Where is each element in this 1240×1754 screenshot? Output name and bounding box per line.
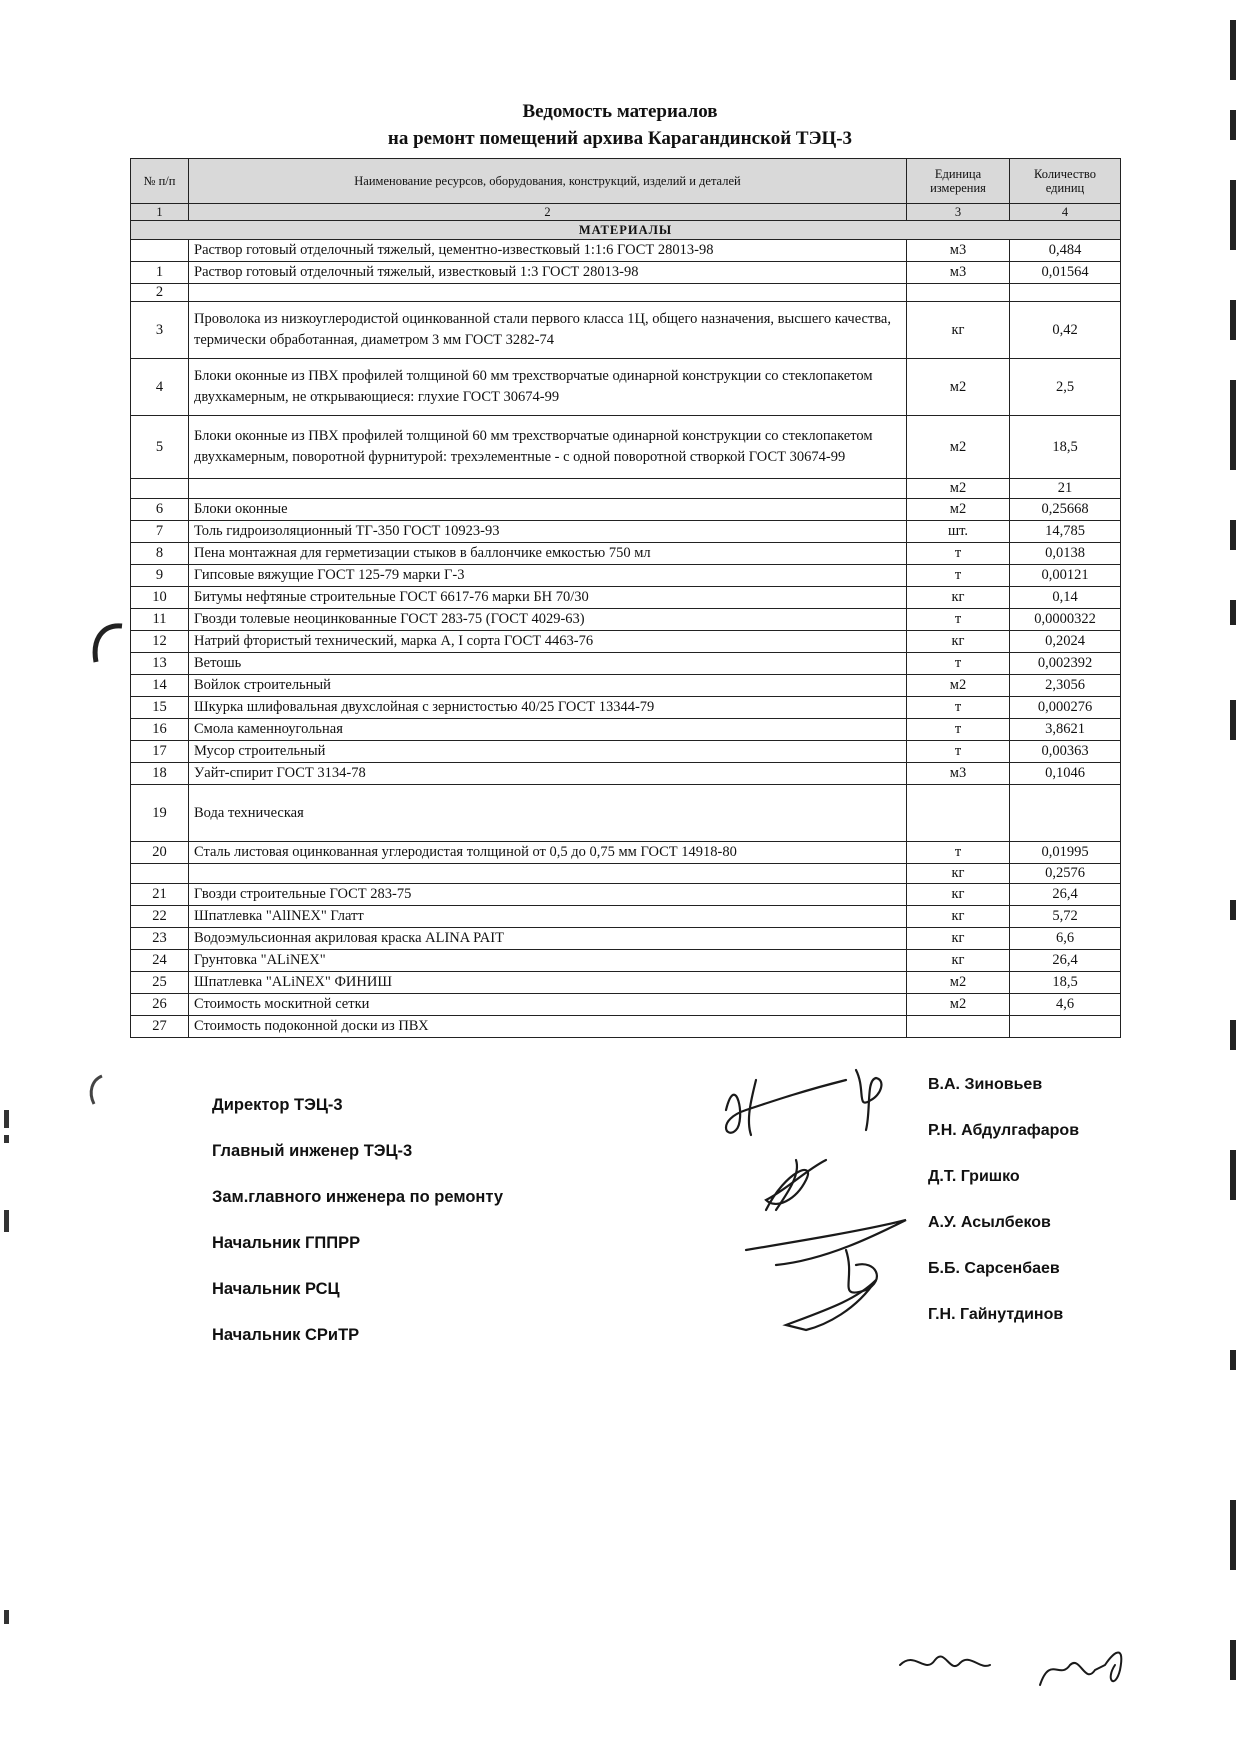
cell-unit: кг — [907, 906, 1010, 928]
cell-name: Битумы нефтяные строительные ГОСТ 6617-76 марки БН 70/30 — [189, 587, 907, 609]
cell-unit — [907, 785, 1010, 842]
cell-unit: т — [907, 543, 1010, 565]
position-label: Начальник СРиТР — [212, 1326, 360, 1344]
cell-no: 11 — [131, 609, 189, 631]
cell-name: Блоки оконные из ПВХ профилей толщиной 60 мм трехстворчатые одинарной конструкции со стеклопакетом двухкамерным, не открывающиеся: глухие ГОСТ 30674-99 — [189, 359, 907, 416]
cell-no: 23 — [131, 928, 189, 950]
header-qty: Количество единиц — [1010, 159, 1121, 204]
cell-qty: 18,5 — [1010, 416, 1121, 479]
cell-name: Стоимость подоконной доски из ПВХ — [189, 1016, 907, 1038]
cell-name: Пена монтажная для герметизации стыков в баллончике емкостью 750 мл — [189, 543, 907, 565]
cell-unit: т — [907, 842, 1010, 864]
cell-unit: т — [907, 741, 1010, 763]
cell-qty: 4,6 — [1010, 994, 1121, 1016]
cell-name: Натрий фтористый технический, марка А, I сорта ГОСТ 4463-76 — [189, 631, 907, 653]
section-heading: МАТЕРИАЛЫ — [131, 221, 1121, 240]
col-number: 2 — [189, 204, 907, 221]
cell-no: 7 — [131, 521, 189, 543]
header-no: № п/п — [131, 159, 189, 204]
cell-no: 27 — [131, 1016, 189, 1038]
cell-unit: м3 — [907, 240, 1010, 262]
cell-qty: 0,01564 — [1010, 262, 1121, 284]
title-line-1: Ведомость материалов — [522, 101, 718, 122]
table-row — [131, 653, 1121, 675]
table-row — [131, 842, 1121, 864]
cell-unit: кг — [907, 864, 1010, 884]
cell-qty: 0,42 — [1010, 302, 1121, 359]
cell-unit — [907, 284, 1010, 302]
table-row — [131, 785, 1121, 842]
table-row — [131, 543, 1121, 565]
col-number: 1 — [131, 204, 189, 221]
cell-qty — [1010, 785, 1121, 842]
cell-qty: 3,8621 — [1010, 719, 1121, 741]
cell-name: Толь гидроизоляционный ТГ-350 ГОСТ 10923-93 — [189, 521, 907, 543]
cell-qty — [1010, 284, 1121, 302]
cell-name: Ветошь — [189, 653, 907, 675]
cell-no: 22 — [131, 906, 189, 928]
cell-qty: 26,4 — [1010, 950, 1121, 972]
cell-name: Водоэмульсионная акриловая краска ALINA PAIT — [189, 928, 907, 950]
cell-no: 8 — [131, 543, 189, 565]
cell-unit: кг — [907, 587, 1010, 609]
table-row — [131, 479, 1121, 499]
cell-qty: 0,00363 — [1010, 741, 1121, 763]
cell-name: Стоимость москитной сетки — [189, 994, 907, 1016]
cell-no: 19 — [131, 785, 189, 842]
cell-name: Грунтовка "ALiNEX" — [189, 950, 907, 972]
table-row — [131, 928, 1121, 950]
cell-name — [189, 864, 907, 884]
table-row — [131, 521, 1121, 543]
signatory-name: В.А. Зиновьев — [928, 1076, 1043, 1093]
scan-edge-right — [1218, 0, 1240, 1754]
position-label: Директор ТЭЦ-3 — [212, 1096, 343, 1114]
header-unit: Единица измерения — [907, 159, 1010, 204]
cell-unit: шт. — [907, 521, 1010, 543]
cell-name: Шкурка шлифовальная двухслойная с зернистостью 40/25 ГОСТ 13344-79 — [189, 697, 907, 719]
cell-unit: м3 — [907, 763, 1010, 785]
cell-qty: 2,5 — [1010, 359, 1121, 416]
table-row — [131, 741, 1121, 763]
cell-qty: 26,4 — [1010, 884, 1121, 906]
cell-unit: м2 — [907, 416, 1010, 479]
cell-no: 21 — [131, 884, 189, 906]
cell-unit: м2 — [907, 675, 1010, 697]
table-row — [131, 284, 1121, 302]
cell-no: 26 — [131, 994, 189, 1016]
scan-edge-left — [0, 0, 14, 1754]
cell-name: Войлок строительный — [189, 675, 907, 697]
cell-unit: т — [907, 609, 1010, 631]
table-row — [131, 587, 1121, 609]
cell-name: Гвозди толевые неоцинкованные ГОСТ 283-75 (ГОСТ 4029-63) — [189, 609, 907, 631]
cell-no — [131, 864, 189, 884]
cell-name: Уайт-спирит ГОСТ 3134-78 — [189, 763, 907, 785]
signatory-name: Д.Т. Гришко — [928, 1168, 1020, 1185]
table-row — [131, 697, 1121, 719]
cell-unit: т — [907, 565, 1010, 587]
cell-qty: 0,0000322 — [1010, 609, 1121, 631]
position-label: Начальник РСЦ — [212, 1280, 340, 1298]
table-row — [131, 884, 1121, 906]
cell-no: 17 — [131, 741, 189, 763]
table-row — [131, 609, 1121, 631]
cell-qty: 18,5 — [1010, 972, 1121, 994]
cell-unit: кг — [907, 631, 1010, 653]
cell-name: Проволока из низкоуглеродистой оцинкованной стали первого класса 1Ц, общего назначения, высшего качества, термически обработанная, диаметром 3 мм ГОСТ 3282-74 — [189, 302, 907, 359]
cell-unit: т — [907, 719, 1010, 741]
cell-name: Блоки оконные из ПВХ профилей толщиной 60 мм трехстворчатые одинарной конструкции со стеклопакетом двухкамерным, поворотной фурнитурой: трехэлементные - с одной поворотной створкой ГОСТ 30674-99 — [189, 416, 907, 479]
table-row — [131, 950, 1121, 972]
position-label: Зам.главного инженера по ремонту — [212, 1188, 504, 1206]
cell-qty: 0,484 — [1010, 240, 1121, 262]
cell-no: 12 — [131, 631, 189, 653]
cell-qty: 0,01995 — [1010, 842, 1121, 864]
document-title — [0, 98, 1240, 152]
cell-no: 13 — [131, 653, 189, 675]
materials-table-wrap — [130, 158, 1120, 1038]
cell-no: 24 — [131, 950, 189, 972]
cell-unit: т — [907, 697, 1010, 719]
cell-qty: 0,25668 — [1010, 499, 1121, 521]
header-name: Наименование ресурсов, оборудования, конструкций, изделий и деталей — [189, 159, 907, 204]
table-row — [131, 972, 1121, 994]
col-number: 3 — [907, 204, 1010, 221]
cell-no: 4 — [131, 359, 189, 416]
punch-hole-mark — [84, 1072, 108, 1108]
cell-qty: 0,2024 — [1010, 631, 1121, 653]
cell-qty: 0,2576 — [1010, 864, 1121, 884]
cell-no: 15 — [131, 697, 189, 719]
cell-unit: м2 — [907, 499, 1010, 521]
cell-no — [131, 240, 189, 262]
cell-no: 14 — [131, 675, 189, 697]
table-row — [131, 262, 1121, 284]
cell-unit: кг — [907, 302, 1010, 359]
cell-unit: м2 — [907, 479, 1010, 499]
cell-unit: кг — [907, 950, 1010, 972]
table-row — [131, 631, 1121, 653]
col-number: 4 — [1010, 204, 1121, 221]
title-line-2: на ремонт помещений архива Карагандинской ТЭЦ-3 — [387, 128, 853, 149]
cell-name: Раствор готовый отделочный тяжелый, известковый 1:3 ГОСТ 28013-98 — [189, 262, 907, 284]
cell-unit: т — [907, 653, 1010, 675]
cell-no: 9 — [131, 565, 189, 587]
table-row — [131, 416, 1121, 479]
table-row — [131, 675, 1121, 697]
cell-qty: 14,785 — [1010, 521, 1121, 543]
cell-name: Смола каменноугольная — [189, 719, 907, 741]
cell-name: Сталь листовая оцинкованная углеродистая толщиной от 0,5 до 0,75 мм ГОСТ 14918-80 — [189, 842, 907, 864]
cell-qty: 0,000276 — [1010, 697, 1121, 719]
handwritten-initials — [890, 1635, 1150, 1705]
cell-no — [131, 479, 189, 499]
table-row — [131, 1016, 1121, 1038]
table-row — [131, 499, 1121, 521]
table-row — [131, 302, 1121, 359]
table-row — [131, 864, 1121, 884]
cell-no: 18 — [131, 763, 189, 785]
cell-name: Мусор строительный — [189, 741, 907, 763]
signatory-name: Г.Н. Гайнутдинов — [928, 1306, 1064, 1323]
table-body — [131, 240, 1121, 1038]
cell-name: Раствор готовый отделочный тяжелый, цементно-известковый 1:1:6 ГОСТ 28013-98 — [189, 240, 907, 262]
cell-qty: 6,6 — [1010, 928, 1121, 950]
cell-qty: 5,72 — [1010, 906, 1121, 928]
cell-qty — [1010, 1016, 1121, 1038]
punch-hole-mark — [88, 620, 128, 666]
table-row — [131, 994, 1121, 1016]
handwritten-signatures — [706, 1050, 926, 1350]
cell-unit: м2 — [907, 994, 1010, 1016]
cell-no: 20 — [131, 842, 189, 864]
table-row — [131, 719, 1121, 741]
cell-name: Шпатлевка "ALiNEX" ФИНИШ — [189, 972, 907, 994]
cell-qty: 0,0138 — [1010, 543, 1121, 565]
cell-no: 1 — [131, 262, 189, 284]
cell-qty: 0,1046 — [1010, 763, 1121, 785]
position-label: Главный инженер ТЭЦ-3 — [212, 1142, 413, 1160]
cell-qty: 0,002392 — [1010, 653, 1121, 675]
cell-qty: 0,14 — [1010, 587, 1121, 609]
cell-unit: м2 — [907, 359, 1010, 416]
cell-name: Вода техническая — [189, 785, 907, 842]
cell-qty: 0,00121 — [1010, 565, 1121, 587]
cell-no: 3 — [131, 302, 189, 359]
cell-qty: 2,3056 — [1010, 675, 1121, 697]
cell-name — [189, 284, 907, 302]
cell-no: 6 — [131, 499, 189, 521]
cell-name: Блоки оконные — [189, 499, 907, 521]
table-row — [131, 359, 1121, 416]
table-row — [131, 763, 1121, 785]
cell-no: 2 — [131, 284, 189, 302]
cell-unit — [907, 1016, 1010, 1038]
table-row — [131, 906, 1121, 928]
cell-name — [189, 479, 907, 499]
cell-qty: 21 — [1010, 479, 1121, 499]
table-row — [131, 565, 1121, 587]
position-label: Начальник ГППРР — [212, 1234, 361, 1252]
cell-unit: м2 — [907, 972, 1010, 994]
cell-no: 25 — [131, 972, 189, 994]
cell-unit: м3 — [907, 262, 1010, 284]
cell-unit: кг — [907, 884, 1010, 906]
cell-name: Гвозди строительные ГОСТ 283-75 — [189, 884, 907, 906]
cell-name: Гипсовые вяжущие ГОСТ 125-79 марки Г-3 — [189, 565, 907, 587]
signatory-name: Р.Н. Абдулгафаров — [928, 1122, 1080, 1139]
cell-no: 10 — [131, 587, 189, 609]
cell-no: 5 — [131, 416, 189, 479]
table-row — [131, 240, 1121, 262]
cell-name: Шпатлевка "AlINEX" Глатт — [189, 906, 907, 928]
materials-table — [130, 158, 1121, 1038]
cell-no: 16 — [131, 719, 189, 741]
signatory-name: Б.Б. Сарсенбаев — [928, 1260, 1060, 1277]
signatory-name: А.У. Асылбеков — [928, 1214, 1051, 1231]
cell-unit: кг — [907, 928, 1010, 950]
